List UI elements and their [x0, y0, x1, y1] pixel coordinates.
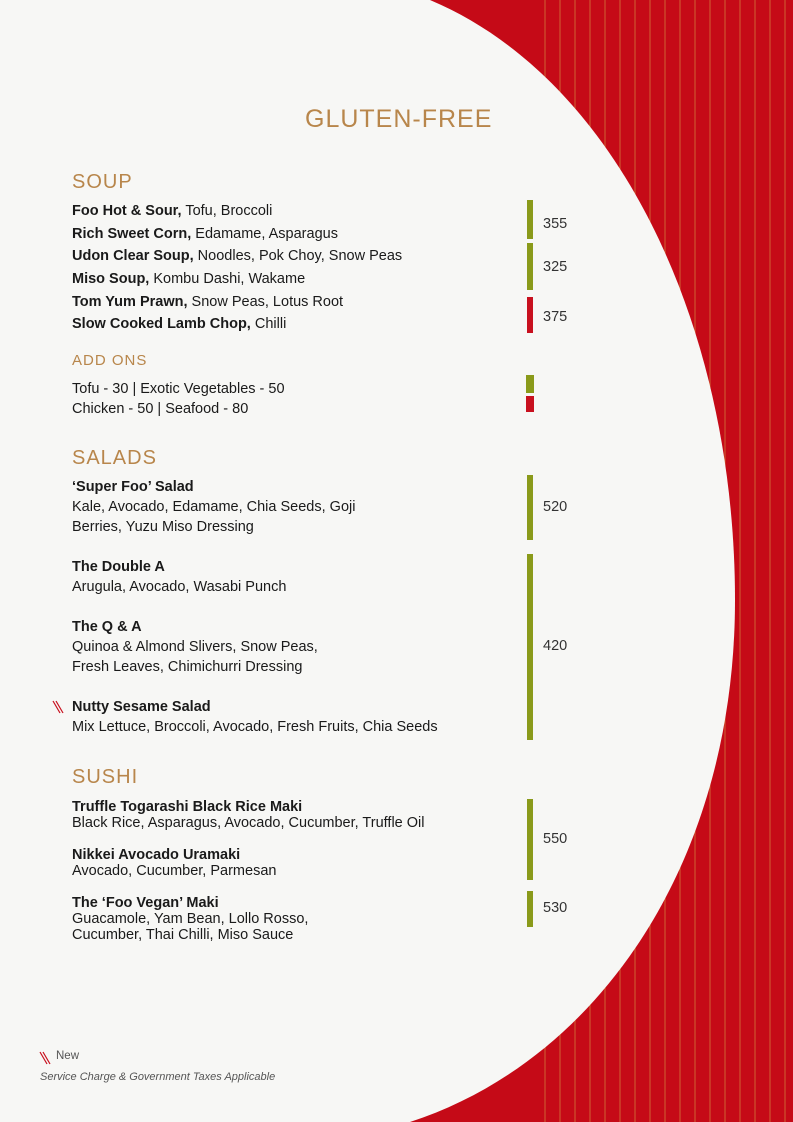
item-desc: Arugula, Avocado, Wasabi Punch — [72, 579, 287, 595]
section-heading-addons: ADD ONS — [72, 352, 148, 369]
section-heading-salads: SALADS — [72, 447, 157, 469]
menu-item: Foo Hot & Sour, Tofu, Broccoli — [72, 203, 273, 219]
price: 375 — [543, 309, 568, 325]
item-name: Nikkei Avocado Uramaki — [72, 847, 241, 863]
chopsticks-new-icon — [52, 700, 64, 714]
veg-marker — [527, 554, 533, 740]
price: 550 — [543, 831, 568, 847]
item-desc: Mix Lettuce, Broccoli, Avocado, Fresh Fruits, Chia Seeds — [72, 719, 438, 735]
section-heading-sushi: SUSHI — [72, 766, 139, 788]
item-name: The Double A — [72, 559, 165, 575]
item-desc: Quinoa & Almond Slivers, Snow Peas, — [72, 639, 318, 655]
addon-line: Tofu - 30 | Exotic Vegetables - 50 — [72, 381, 285, 397]
item-name: Nutty Sesame Salad — [72, 699, 211, 715]
price: 420 — [543, 638, 568, 654]
nonveg-marker — [527, 297, 533, 333]
veg-marker — [527, 799, 533, 880]
veg-marker — [527, 475, 533, 540]
price: 355 — [543, 216, 568, 232]
veg-marker — [527, 891, 533, 927]
chopsticks-new-icon — [39, 1051, 51, 1065]
page-title: GLUTEN-FREE — [305, 105, 493, 133]
legend-new-label: New — [56, 1050, 80, 1062]
veg-marker — [526, 375, 534, 393]
price: 325 — [543, 259, 568, 275]
price: 530 — [543, 900, 568, 916]
menu-item: Miso Soup, Kombu Dashi, Wakame — [72, 271, 306, 287]
menu-item: Slow Cooked Lamb Chop, Chilli — [72, 316, 287, 332]
veg-marker — [527, 200, 533, 239]
price: 520 — [543, 499, 568, 515]
item-desc: Cucumber, Thai Chilli, Miso Sauce — [72, 927, 294, 943]
item-desc: Fresh Leaves, Chimichurri Dressing — [72, 659, 303, 675]
item-name: Truffle Togarashi Black Rice Maki — [72, 799, 303, 815]
menu-item: Udon Clear Soup, Noodles, Pok Choy, Snow Peas — [72, 248, 403, 264]
addon-line: Chicken - 50 | Seafood - 80 — [72, 401, 249, 417]
item-desc: Black Rice, Asparagus, Avocado, Cucumber, Truffle Oil — [72, 815, 425, 831]
section-heading-soup: SOUP — [72, 171, 133, 193]
item-name: The ‘Foo Vegan’ Maki — [72, 895, 219, 911]
nonveg-marker — [526, 396, 534, 412]
tax-note: Service Charge & Government Taxes Applicable — [40, 1071, 276, 1083]
item-desc: Berries, Yuzu Miso Dressing — [72, 519, 254, 535]
item-name: The Q & A — [72, 619, 142, 635]
item-desc: Guacamole, Yam Bean, Lollo Rosso, — [72, 911, 309, 927]
item-name: ‘Super Foo’ Salad — [72, 479, 194, 495]
menu-item: Tom Yum Prawn, Snow Peas, Lotus Root — [72, 294, 344, 310]
menu-item: Rich Sweet Corn, Edamame, Asparagus — [72, 226, 338, 242]
veg-marker — [527, 243, 533, 290]
item-desc: Avocado, Cucumber, Parmesan — [72, 863, 277, 879]
item-desc: Kale, Avocado, Edamame, Chia Seeds, Goji — [72, 499, 356, 515]
